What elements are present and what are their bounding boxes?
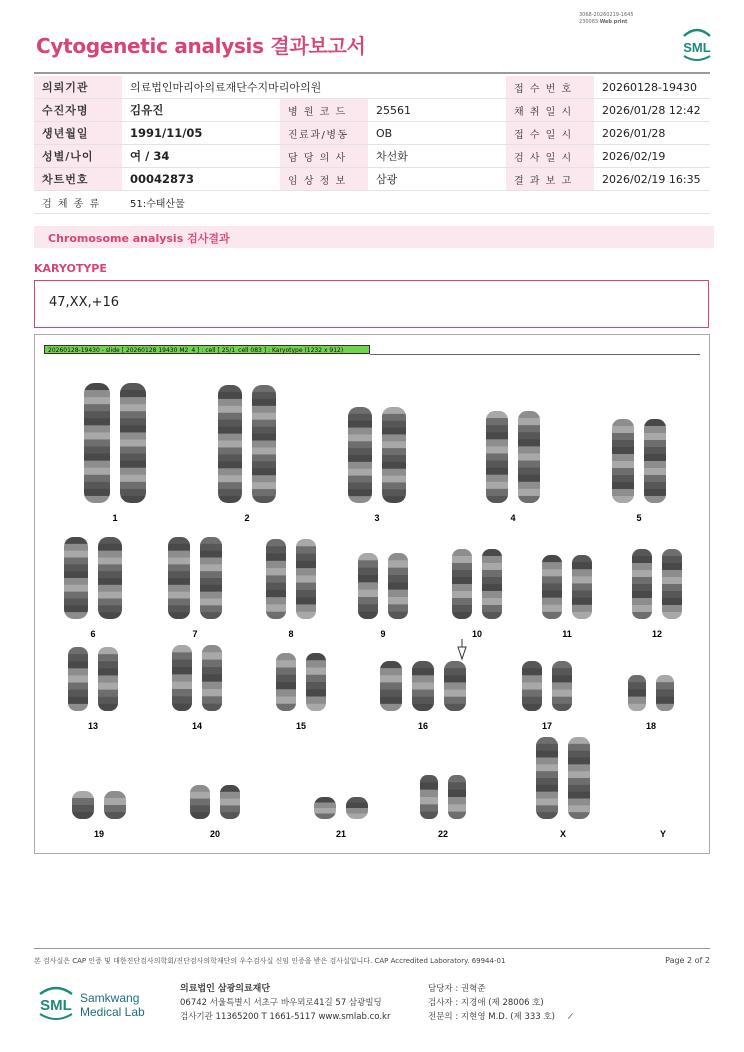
chromosome-pair-15 — [276, 653, 326, 731]
svg-text:SML: SML — [40, 997, 72, 1014]
chromosome — [552, 661, 572, 712]
chromosome — [628, 675, 646, 712]
chromosome-pair-17 — [522, 661, 572, 731]
chromosome — [200, 537, 222, 620]
chromosome — [536, 737, 558, 820]
chromosome — [448, 775, 466, 820]
trisomy-arrow-icon — [458, 639, 466, 659]
chromosome-label-4: 4 — [510, 513, 516, 523]
chromosome — [612, 419, 634, 504]
chromosome — [358, 553, 378, 620]
chromosome — [104, 791, 126, 820]
chromosome — [388, 553, 408, 620]
chromosome-label-14: 14 — [191, 721, 203, 731]
value-requesting-institution: 의료법인마리아의료재단수지마리아의원 — [122, 76, 506, 99]
section-header — [34, 226, 714, 248]
chromosome-label-7: 7 — [192, 629, 198, 639]
value-chart-number: 00042873 — [122, 168, 280, 191]
chromosome-pair-7 — [168, 537, 222, 639]
value-department: OB — [368, 122, 506, 145]
chromosome — [98, 647, 118, 712]
chromosome-label-12: 12 — [651, 629, 663, 639]
samkwang-logo-icon — [36, 980, 156, 1024]
chromosome-pair-9 — [358, 553, 408, 639]
chromosome — [220, 785, 240, 820]
chromosome — [252, 385, 276, 504]
chromosome — [190, 785, 210, 820]
svg-text:Medical Lab: Medical Lab — [80, 1005, 145, 1019]
chromosome-pair-12 — [632, 549, 682, 639]
info-row — [34, 145, 710, 168]
chromosome-pair-22 — [420, 775, 466, 839]
chromosome — [420, 775, 438, 820]
chromosome-pair-X — [536, 737, 590, 839]
page-title: Cytogenetic analysis 결과보고서 — [36, 34, 366, 58]
org-name: 의료법인 삼광의료재단 — [180, 984, 271, 994]
chromosome — [68, 647, 88, 712]
chromosome — [64, 537, 88, 620]
chromosome — [522, 661, 542, 712]
chromosome — [444, 661, 466, 712]
chromosome-pair-16 — [380, 661, 466, 731]
patient-info-table — [34, 76, 710, 214]
value-result-report: 2026/02/19 16:35 — [594, 168, 710, 191]
chromosome-label-16: 16 — [417, 721, 429, 731]
karyotype-label: KARYOTYPE — [34, 262, 107, 275]
value-collection-time: 2026/01/28 12:42 — [594, 99, 710, 122]
chromosome-pair-19 — [72, 791, 126, 839]
chromosome-label-21: 21 — [335, 829, 347, 839]
value-test-date: 2026/02/19 — [594, 145, 710, 168]
signature-icon: 𝓁 — [567, 1012, 571, 1022]
chromosome — [662, 549, 682, 620]
label-patient-name: 수진자명 — [34, 99, 122, 122]
chromosome — [98, 537, 122, 620]
chromosome-label-2: 2 — [244, 513, 250, 523]
chromosome — [218, 385, 242, 504]
label-collection-time: 채 취 일 시 — [506, 99, 594, 122]
chromosome-pair-6 — [64, 537, 122, 639]
chromosome-label-20: 20 — [209, 829, 221, 839]
value-accession-number: 20260128-19430 — [594, 76, 710, 99]
chromosome-label-Y: Y — [659, 829, 667, 839]
chromosome-pair-13 — [68, 647, 118, 731]
chromosome-label-8: 8 — [288, 629, 294, 639]
value-hospital-code: 25561 — [368, 99, 506, 122]
chromosome-label-22: 22 — [437, 829, 449, 839]
chromosome-label-11: 11 — [562, 629, 572, 639]
chromosome-pair-Y — [660, 829, 666, 839]
sml-logo-icon — [678, 24, 716, 64]
value-specimen-type: 51:수태산물 — [122, 191, 710, 214]
svg-text:SML: SML — [683, 40, 711, 55]
label-requesting-institution: 의뢰기관 — [34, 76, 122, 99]
chromosome-label-15: 15 — [295, 721, 307, 731]
chromosome — [84, 383, 110, 504]
chromosome — [346, 797, 368, 820]
chromosome-label-10: 10 — [471, 629, 483, 639]
value-birth-date: 1991/11/05 — [122, 122, 280, 145]
chromosome — [542, 555, 562, 620]
address: 06742 서울특별시 서초구 바우뫼로41길 57 삼광빌딩 — [180, 998, 382, 1008]
label-result-report: 결 과 보 고 — [506, 168, 594, 191]
chromosome-label-18: 18 — [645, 721, 657, 731]
chromosome-pair-20 — [190, 785, 240, 839]
chromosome-pair-2 — [218, 385, 276, 523]
label-birth-date: 생년월일 — [34, 122, 122, 145]
chromosome-pair-3 — [348, 407, 406, 523]
footer-address-block — [180, 982, 390, 1024]
karyotype-value: 47,XX,+16 — [49, 295, 120, 310]
label-department: 진료과/병동 — [280, 122, 368, 145]
footer-staff-block — [428, 982, 570, 1024]
chromosome-pair-10 — [452, 549, 502, 639]
header-divider — [34, 72, 710, 74]
chromosome-pair-4 — [486, 411, 540, 523]
chromosome-label-6: 6 — [90, 629, 96, 639]
chromosome — [482, 549, 502, 620]
chromosome-label-1: 1 — [112, 513, 118, 523]
chromosome — [314, 797, 336, 820]
chromosome-pair-18 — [628, 675, 674, 731]
page-number: Page 2 of 2 — [665, 956, 710, 965]
report-code — [579, 12, 659, 26]
chromosome-label-X: X — [559, 829, 567, 839]
staff-examiner: 검사자 : 지경애 (제 28006 호) — [428, 998, 544, 1008]
chromosome — [486, 411, 508, 504]
chromosome — [296, 539, 316, 620]
footer-divider — [34, 948, 710, 949]
label-specimen-type: 검 체 종 류 — [34, 191, 122, 214]
chromosome — [632, 549, 652, 620]
chromosome — [348, 407, 372, 504]
chromosome-pair-21 — [314, 797, 368, 839]
chromosome-label-17: 17 — [541, 721, 553, 731]
label-accession-number: 접 수 번 호 — [506, 76, 594, 99]
value-patient-name: 김유진 — [122, 99, 280, 122]
chromosome — [168, 537, 190, 620]
svg-text:Samkwang: Samkwang — [80, 991, 140, 1005]
chromosome — [656, 675, 674, 712]
chromosome-label-5: 5 — [636, 513, 642, 523]
value-clinical-info: 삼광 — [368, 168, 506, 191]
chromosome-label-3: 3 — [374, 513, 380, 523]
chromosome — [644, 419, 666, 504]
chromosome-pair-5 — [612, 419, 666, 523]
karyogram-chromosomes — [35, 335, 709, 853]
label-clinical-info: 임 상 정 보 — [280, 168, 368, 191]
info-row — [34, 168, 710, 191]
label-test-date: 검 사 일 시 — [506, 145, 594, 168]
report-code-line-1: 3068-20260219-1645 — [579, 12, 634, 18]
chromosome-pair-14 — [172, 645, 222, 731]
label-physician: 담 당 의 사 — [280, 145, 368, 168]
staff-specialist: 전문의 : 지현영 M.D. (제 333 호) 𝓁 — [428, 1012, 571, 1022]
value-sex-age: 여 / 34 — [122, 145, 280, 168]
karyogram-caption: 20260128-19430 - slide [ 20260128 19430 M2_4 ] : cell [ 25/1_cell 083 ] : Karyotype (1232 x 912) — [44, 345, 370, 354]
value-received-time: 2026/01/28 — [594, 122, 710, 145]
report-code-line-2: 230083 Web print — [579, 19, 628, 25]
info-row — [34, 99, 710, 122]
label-chart-number: 차트번호 — [34, 168, 122, 191]
label-sex-age: 성별/나이 — [34, 145, 122, 168]
chromosome — [382, 407, 406, 504]
section-title: Chromosome analysis 검사결과 — [48, 232, 230, 245]
chromosome-pair-1 — [84, 383, 146, 523]
chromosome — [276, 653, 296, 712]
chromosome — [452, 549, 472, 620]
chromosome — [306, 653, 326, 712]
staff-manager: 담당자 : 권혁준 — [428, 984, 486, 994]
chromosome-pair-8 — [266, 539, 316, 639]
label-hospital-code: 병 원 코 드 — [280, 99, 368, 122]
info-row — [34, 122, 710, 145]
chromosome — [120, 383, 146, 504]
chromosome-label-13: 13 — [87, 721, 99, 731]
value-physician: 차선화 — [368, 145, 506, 168]
label-received-time: 접 수 일 시 — [506, 122, 594, 145]
chromosome — [202, 645, 222, 712]
accreditation-note: 본 검사실은 CAP 인증 및 대한진단검사의학회/진단검사의학재단의 우수검사실 신임 인증을 받은 검사실입니다. CAP Accredited Laboratory. 69944-01 — [34, 957, 506, 965]
info-row — [34, 191, 710, 214]
chromosome — [572, 555, 592, 620]
chromosome — [266, 539, 286, 620]
contact: 검사기관 11365200 T 1661-5117 www.smlab.co.kr — [180, 1012, 391, 1022]
chromosome — [380, 661, 402, 712]
chromosome — [518, 411, 540, 504]
chromosome — [412, 661, 434, 712]
chromosome-pair-11 — [542, 555, 592, 639]
chromosome-label-19: 19 — [93, 829, 105, 839]
karyogram-image — [34, 334, 710, 854]
info-row — [34, 76, 710, 99]
chromosome — [568, 737, 590, 820]
chromosome-label-9: 9 — [380, 629, 386, 639]
chromosome — [172, 645, 192, 712]
karyotype-result-box — [34, 280, 709, 328]
chromosome — [72, 791, 94, 820]
